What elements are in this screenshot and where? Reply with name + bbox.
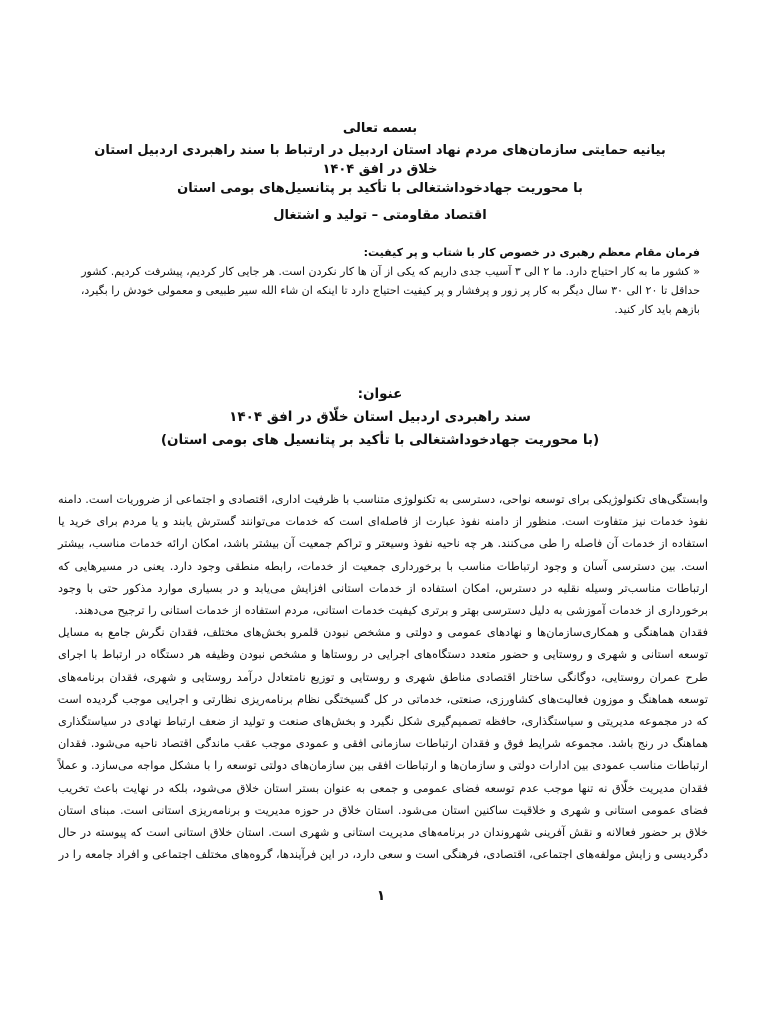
decree-quote-line-1: « کشور ما به کار احتیاج دارد. ما ۲ الی ۳ آسیب جدی داریم که یکی از آن ها کار نکردن است. هر جایی کار کردیم، پیشرفت کردیم. کشور [81,265,700,278]
page-number: ۱ [376,888,386,904]
leader-decree [60,243,700,319]
document-heading [100,383,660,452]
heading-line-1: سند راهبردی اردبیل استان خلّاق در افق ۱۴۰۴ [229,409,531,425]
body-text [58,489,708,866]
body-paragraph-1: وابستگی‌های تکنولوژیکی برای توسعه نواحی، دسترسی به تکنولوژی متناسب با ظرفیت اداری، اقتصادی و اجتماعی از ضروریات است. دامنه نفوذ خدمات نیز متفاوت است. منظور از دامنه نفوذ عبارت از فاصله‌ای است که خدمات می‌توانند گسترش یابند و یا مردم برای خرید یا استفاده از خدمات آن فاصله را طی می‌کنند. هر چه ناحیه نفوذ وسیعتر و تراکم جمعیت آن بیشتر باشد، امکان ارائه خدمات مناسب، بیشتر است. بین دسترسی آسان و وجود ارتباطات مناسب با برخورداری جمعیت از خدمات، رابطه منطقی وجود دارد. یعنی در مسیرهایی که ارتباطات مناسب‌تر وسیله نقلیه در دسترس، امکان استفاده از خدمات استانی افزایش می‌یابد و در بسیاری موارد مذکور حتی با وجود برخورداری از خدمات آموزشی به دلیل دسترسی بهتر و برتری کیفیت خدمات استانی، مردم استفاده از خدمات استانی را ترجیح می‌دهند. [58,493,708,618]
decree-intro: فرمان مقام معظم رهبری در خصوص کار با شتاب و پر کیفیت: [363,246,700,259]
heading-line-2: (با محوریت جهادخوداشتغالی با تأکید بر پتانسیل های بومی استان) [160,432,600,448]
decree-quote-line-2: حداقل تا ۲۰ الی ۳۰ سال دیگر به کار پر زور و پرفشار و پر کیفیت احتیاج دارد تا اینکه ان شاء الله سیر طبیعی و معمولی خودش را بگیرد، [80,284,700,297]
statement-title-line-1: بیانیه حمایتی سازمان‌های مردم نهاد استان اردبیل در ارتباط با سند راهبردی اردبیل استان خلاق در افق ۱۴۰۴ [94,143,666,177]
body-paragraph-2: فقدان هماهنگی و همکاری‌سازمان‌ها و نهادهای عمومی و دولتی و مشخص نبودن قلمرو بخش‌های مختلف، فقدان نگرش جامع به مسایل توسعه استانی و شهری و روستایی و حضور متعدد دستگاه‌های اجرایی در روستاها و مشخص نبودن وظیفه هر دستگاه در ارتباط با اجرای طرح عمران روستایی، دوگانگی ساختار اقتصادی مناطق شهری و روستایی و توزیع نامتعادل درآمد روستایی و شهری، فقدان برنامه‌های توسعه هماهنگ و موزون فعالیت‌های کشاورزی، صنعتی، خدماتی در کل گسیختگی نظام برنامه‌ریزی نظارتی و اجرایی موجب گردیده است که در مجموعه مدیریتی و سیاستگذاری، حافظه تصمیم‌گیری شکل نگیرد و بخش‌های صنعت و تولید از ضعف ارتباط نهادی در سیاستگذاری هماهنگ در رنج باشد. مجموعه شرایط فوق و فقدان ارتباطات سازمانی افقی و عمودی موجب عقب ماندگی اقتصاد ناحیه می‌شود. فقدان ارتباطات مناسب عمودی بین ادارات دولتی و سازمان‌ها و ارتباطات افقی بین سازمان‌های دولتی توسعه را با مشکل مواجه می‌سازد. و عملاً فقدان مدیریت خلّاق نه تنها موجب عدم توسعه فضای عمومی و جمعی به عنوان بستر استان خلاق می‌شود، بلکه در نهایت باعث تخریب فضای عمومی استانی و شهری و خلاقیت ساکنین استان می‌شود. استان خلاق در حوزه مدیریت و برنامه‌ریزی استانی است. مبنای استان خلاق بر حضور فعالانه و نقش آفرینی شهروندان در برنامه‌های مدیریت استانی و شهری است. استان خلاق استانی است که پیوسته در حال دگردیسی و زایش مولفه‌های اجتماعی، اقتصادی، فرهنگی است و سعی دارد، در این فرآیندها، گروه‌های مختلف اجتماعی و افراد جامعه را در [58,626,708,862]
heading-label: عنوان: [357,386,403,402]
topic-heading: اقتصاد مقاومتی – تولید و اشتغال [273,208,487,223]
bismillah: بسمه تعالی [342,121,418,136]
decree-quote-line-3: بازهم باید کار کنید. [614,303,700,316]
statement-title-line-2: با محوریت جهادخوداشتغالی با تأکید بر پتانسیل‌های بومی استان [177,181,583,196]
statement-title [80,141,680,198]
